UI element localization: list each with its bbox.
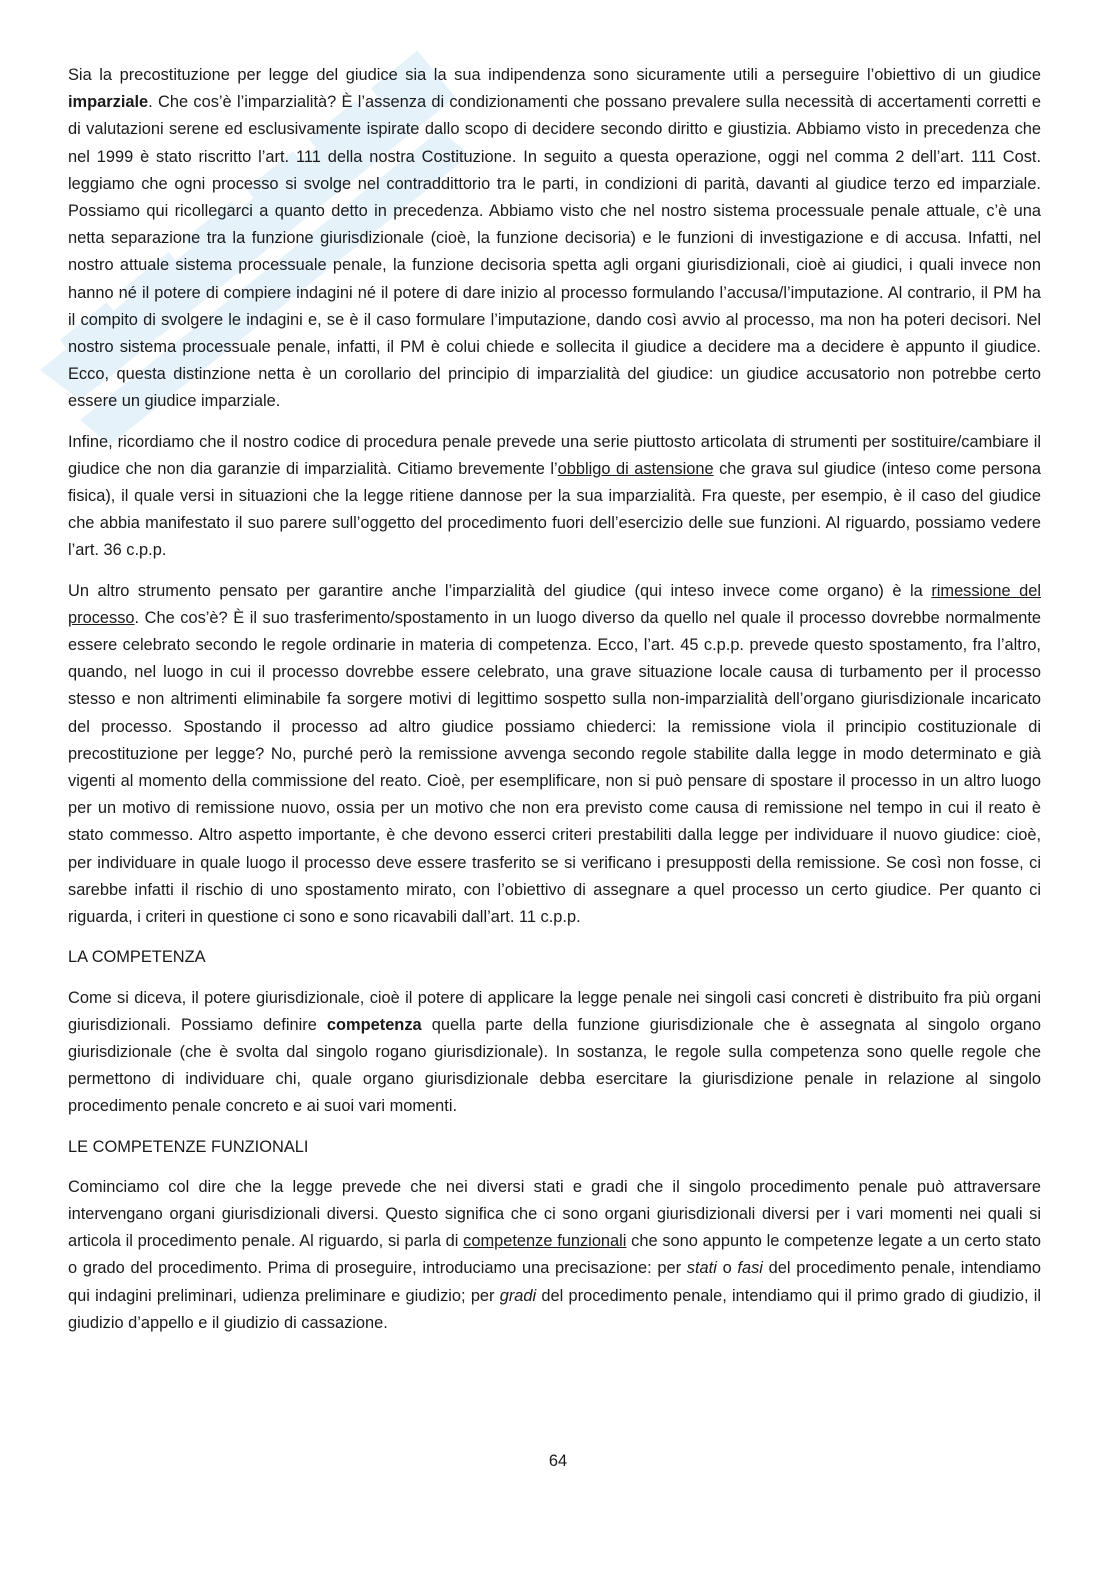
body-paragraph <box>68 985 1041 1121</box>
text-run: Come si diceva, il potere giurisdizionale, cioè il potere di applicare la legge penale nei singoli casi concreti è distribuito fra più organi giurisdizionali. Possiamo definire <box>68 988 1041 1034</box>
section-heading <box>68 944 1041 971</box>
underlined-term: obbligo di astensione <box>557 459 714 478</box>
text-run: . Che cos’è? È il suo trasferimento/spostamento in un luogo diverso da quello nel quale il processo dovrebbe normalmente essere celebrato secondo le regole ordinarie in materia di competenza. Ecco, l’art. 45 c.p.p. prevede questo spostamento, fra l’altro, quando, nel luogo in cui il processo dovrebbe essere celebrato, una grave situazione locale causa di turbamento per il processo stesso e non altrimenti eliminabile fa sorgere motivi di legittimo sospetto sulla non-imparzialità dell’organo giurisdizionale incaricato del processo. Spostando il processo ad altro giudice possiamo chiederci: la remissione viola il principio costituzionale di precostituzione per legge? No, purché però la remissione avvenga secondo regole stabilite dalla legge in modo determinato e già vigenti al momento della commissione del reato. Cioè, per esemplificare, non si può pensare di spostare il processo in un altro luogo per un motivo di remissione nuovo, ossia per un motivo che non era previsto come causa di remissione nel tempo in cui il reato è stato commesso. Altro aspetto importante, è che devono esserci criteri prestabiliti dalla legge per individuare il nuovo giudice: cioè, per individuare in quale luogo il processo deve essere trasferito se si verificano i presupposti della remissione. Se così non fosse, ci sarebbe infatti il rischio di uno spostamento mirato, con l’obiettivo di assegnare a quel processo un certo giudice. Per quanto ci riguarda, i criteri in questione ci sono e sono ricavabili dall’art. 11 c.p.p. <box>68 608 1041 927</box>
text-run: Infine, ricordiamo che il nostro codice di procedura penale prevede una serie piuttosto articolata di strumenti per sostituire/cambiare il giudice che non dia garanzie di imparzialità. Citiamo brevemente l’ <box>68 432 1041 478</box>
underlined-term: competenze funzionali <box>463 1232 627 1251</box>
text-run: che grava sul giudice (inteso come persona fisica), il quale versi in situazioni che la legge ritiene dannose per la sua imparzialità. Fra queste, per esempio, è il caso del giudice che abbia manifestato il suo parere sull’oggetto del procedimento fuori dell’esercizio delle sue funzioni. Al riguardo, possiamo vedere l’art. 36 c.p.p. <box>68 459 1041 560</box>
text-run: o <box>716 1259 738 1278</box>
italic-term: stati <box>686 1259 717 1278</box>
body-paragraph <box>68 62 1041 416</box>
text-run: del procedimento penale, intendiamo qui il primo grado di giudizio, il giudizio d’appello e il giudizio di cassazione. <box>68 1286 1041 1332</box>
italic-term: fasi <box>737 1259 763 1278</box>
italic-term: gradi <box>499 1286 537 1305</box>
page-number: 64 <box>548 1452 568 1470</box>
text-run: quella parte della funzione giurisdizionale che è assegnata al singolo organo giurisdizionale (che è svolta dal singolo rogano giurisdizionale). In sostanza, le regole sulla competenza sono quelle regole che permettono di individuare chi, quale organo giurisdizionale debba esercitare la giurisdizione penale in relazione al singolo procedimento penale concreto e ai suoi vari momenti. <box>68 1015 1041 1116</box>
text-run: che sono appunto le competenze legate a un certo stato o grado del procedimento. Prima di proseguire, introduciamo una precisazione: per <box>68 1232 1041 1278</box>
body-paragraph <box>68 429 1041 565</box>
body-paragraph <box>68 1174 1041 1337</box>
bold-term: competenza <box>326 1015 422 1034</box>
text-run: del procedimento penale, intendiamo qui indagini preliminari, udienza preliminare e giudizio; per <box>68 1259 1041 1305</box>
bold-term: imparziale <box>68 93 149 112</box>
underlined-term: rimessione del processo <box>68 581 1041 627</box>
text-run: LA COMPETENZA <box>68 948 206 967</box>
text-run: Un altro strumento pensato per garantire anche l’imparzialità del giudice (qui inteso invece come organo) è la <box>68 581 932 600</box>
text-run: LE COMPETENZE FUNZIONALI <box>68 1137 309 1156</box>
text-run: . Che cos’è l’imparzialità? È l’assenza di condizionamenti che possano prevalere sulla necessità di accertamenti corretti e di valutazioni serene ed esclusivamente ispirate dallo scopo di decidere secondo diritto e giustizia. Abbiamo visto in precedenza che nel 1999 è stato riscritto l’art. 111 della nostra Costituzione. In seguito a questa operazione, oggi nel comma 2 dell’art. 111 Cost. leggiamo che ogni processo si svolge nel contraddittorio tra le parti, in condizioni di parità, davanti al giudice terzo ed imparziale. Possiamo qui ricollegarci a quanto detto in precedenza. Abbiamo visto che nel nostro sistema processuale penale attuale, c’è una netta separazione tra la funzione giurisdizionale (cioè, la funzione decisoria) e le funzioni di investigazione e di accusa. Infatti, nel nostro attuale sistema processuale penale, la funzione decisoria spetta agli organi giurisdizionali, cioè ai giudici, i quali invece non hanno né il potere di compiere indagini né il potere di dare inizio al processo formulando l’accusa/l’imputazione. Al contrario, il PM ha il compito di svolgere le indagini e, se è il caso formulare l’imputazione, dando così avvio al processo, ma non ha poteri decisori. Nel nostro sistema processuale penale, infatti, il PM è colui chiede e sollecita il giudice a decidere ma a decidere è appunto il giudice. Ecco, questa distinzione netta è un corollario del principio di imparzialità del giudice: un giudice accusatorio non potrebbe certo essere un giudice imparziale. <box>68 93 1041 411</box>
section-heading <box>68 1134 1041 1161</box>
body-paragraph <box>68 578 1041 932</box>
text-run: Sia la precostituzione per legge del giudice sia la sua indipendenza sono sicuramente utili a perseguire l’obiettivo di un giudice <box>68 66 1041 84</box>
text-run: Cominciamo col dire che la legge prevede che nei diversi stati e gradi che il singolo procedimento penale può attraversare intervengano organi giurisdizionali diversi. Questo significa che ci sono organi giurisdizionali diversi per i vari momenti nei quali si articola il procedimento penale. Al riguardo, si parla di <box>68 1177 1041 1251</box>
document-page <box>68 62 1041 1350</box>
